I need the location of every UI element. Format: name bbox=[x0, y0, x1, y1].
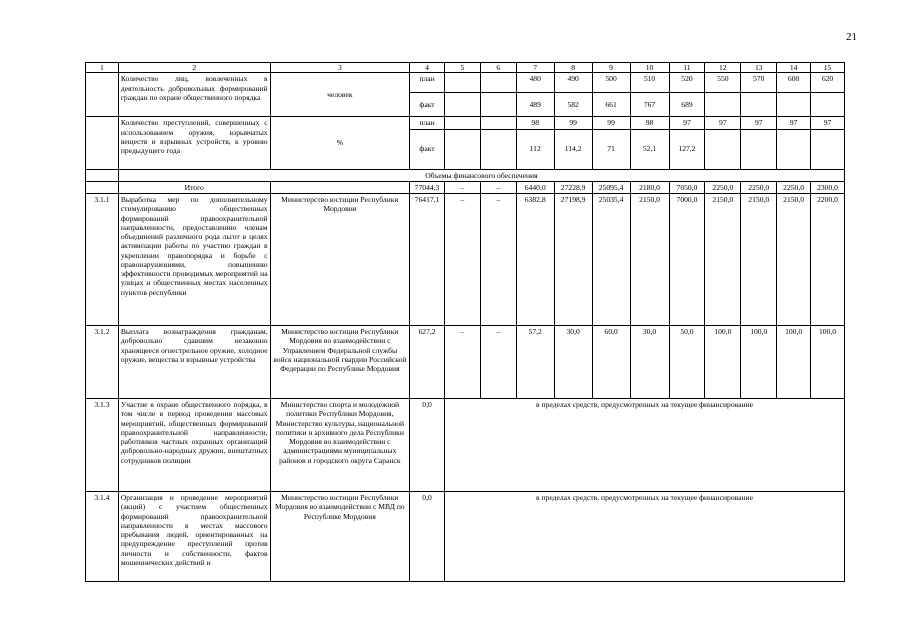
value-cell: 97 bbox=[777, 117, 811, 129]
value-cell: 600 bbox=[777, 73, 811, 93]
value-cell: 52,1 bbox=[630, 129, 669, 169]
program-table bbox=[85, 62, 845, 582]
header-cell: 12 bbox=[705, 63, 741, 73]
value-cell: 50,0 bbox=[669, 326, 705, 399]
value-cell: 27198,9 bbox=[554, 194, 592, 326]
funding-header-row bbox=[86, 169, 845, 181]
value-cell: 2300,0 bbox=[811, 181, 845, 193]
row-number: 3.1.4 bbox=[86, 492, 119, 582]
value-cell: 77044,3 bbox=[410, 181, 445, 193]
value-cell: 99 bbox=[592, 117, 630, 129]
value-cell: 99 bbox=[554, 117, 592, 129]
value-cell: 100,0 bbox=[777, 326, 811, 399]
header-cell: 9 bbox=[592, 63, 630, 73]
value-cell: 550 bbox=[705, 73, 741, 93]
value-cell: 0,0 bbox=[410, 492, 445, 582]
funding-note: в пределах средств, предусмотренных на текущее финансирование bbox=[444, 399, 844, 492]
header-cell: 2 bbox=[118, 63, 270, 73]
value-cell: – bbox=[480, 326, 516, 399]
header-cell: 1 bbox=[86, 63, 119, 73]
value-cell bbox=[705, 129, 741, 169]
header-cell: 3 bbox=[270, 63, 409, 73]
value-cell: 60,0 bbox=[592, 326, 630, 399]
row-number: 3.1.3 bbox=[86, 399, 119, 492]
value-cell: 6382,8 bbox=[516, 194, 554, 326]
value-cell: 100,0 bbox=[741, 326, 777, 399]
value-cell: 689 bbox=[669, 93, 705, 117]
indicator-1-unit: человек bbox=[270, 73, 409, 117]
header-cell: 7 bbox=[516, 63, 554, 73]
value-cell: – bbox=[444, 181, 480, 193]
value-cell: 2200,0 bbox=[811, 194, 845, 326]
value-cell: 7000,0 bbox=[669, 194, 705, 326]
header-cell: 4 bbox=[410, 63, 445, 73]
value-cell bbox=[705, 93, 741, 117]
value-cell: 114,2 bbox=[554, 129, 592, 169]
value-cell: 127,2 bbox=[669, 129, 705, 169]
header-cell: 6 bbox=[480, 63, 516, 73]
plan-label: план bbox=[410, 117, 445, 129]
value-cell: 30,0 bbox=[630, 326, 669, 399]
value-cell: 97 bbox=[705, 117, 741, 129]
indicator-2-text: Количество преступлений, совершенных с использованием оружия, взрывчатых веществ и взрывных устройств, к уровню предыдущего года bbox=[118, 117, 270, 169]
executor-text: Министерство юстиции Республики Мордовия во взаимодействии с Управлением Федеральной службы войск национальной гвардии Российской Федерации по Республике Мордовия bbox=[270, 326, 409, 399]
value-cell: – bbox=[444, 326, 480, 399]
value-cell: 480 bbox=[516, 73, 554, 93]
value-cell: 620 bbox=[811, 73, 845, 93]
value-cell: 71 bbox=[592, 129, 630, 169]
activity-text: Выработка мер по дополнительному стимулированию общественных формирований правоохранительной направленности, предоставлению членам объединений различного рода льгот в целях активизации работы по участию граждан в укреплении правопорядка и борьбе с правонарушениями, повышению эффективности проводимых мероприятий на улицах и общественных местах населенных пунктов республики bbox=[118, 194, 270, 326]
value-cell: 2250,0 bbox=[705, 181, 741, 193]
indicator-1-plan-row bbox=[86, 73, 845, 93]
value-cell: 661 bbox=[592, 93, 630, 117]
value-cell: 627,2 bbox=[410, 326, 445, 399]
table-row bbox=[86, 399, 845, 492]
header-cell: 8 bbox=[554, 63, 592, 73]
value-cell: 97 bbox=[741, 117, 777, 129]
value-cell: 490 bbox=[554, 73, 592, 93]
value-cell bbox=[777, 93, 811, 117]
header-cell: 11 bbox=[669, 63, 705, 73]
value-cell bbox=[811, 129, 845, 169]
value-cell: 30,0 bbox=[554, 326, 592, 399]
indicator-1-text: Количество лиц, вовлеченных в деятельность добровольных формирований граждан по охране общественного порядка bbox=[118, 73, 270, 117]
row-number: 3.1.2 bbox=[86, 326, 119, 399]
table-row bbox=[86, 194, 845, 326]
value-cell: 500 bbox=[592, 73, 630, 93]
value-cell: 98 bbox=[630, 117, 669, 129]
value-cell: 510 bbox=[630, 73, 669, 93]
value-cell: 100,0 bbox=[705, 326, 741, 399]
value-cell: – bbox=[444, 194, 480, 326]
value-cell: 6440,0 bbox=[516, 181, 554, 193]
value-cell bbox=[777, 129, 811, 169]
value-cell: 98 bbox=[516, 117, 554, 129]
value-cell bbox=[741, 93, 777, 117]
header-row bbox=[86, 63, 845, 73]
value-cell: 2250,0 bbox=[777, 181, 811, 193]
value-cell: – bbox=[480, 194, 516, 326]
value-cell: 2180,0 bbox=[630, 181, 669, 193]
activity-text: Выплата вознаграждения гражданам, добровольно сдавшим незаконно хранящееся огнестрельное оружие, холодное оружие, вещества и взрывные устройства bbox=[118, 326, 270, 399]
value-cell: 570 bbox=[741, 73, 777, 93]
activity-text: Организация и проведение мероприятий (акций) с участием общественных формирований правоохранительной направленности в местах массового пребывания людей, ориентированных на предупреждение преступлений против личности и собственности, фактов мошеннических действий и bbox=[118, 492, 270, 582]
value-cell: 489 bbox=[516, 93, 554, 117]
header-cell: 10 bbox=[630, 63, 669, 73]
executor-text: Министерство юстиции Республики Мордовия во взаимодействии с МВД по Республике Мордовия bbox=[270, 492, 409, 582]
total-row bbox=[86, 181, 845, 193]
executor-text: Министерство спорта и молодежной политики Республики Мордовия, Министерство культуры, национальной политики и архивного дела Республики Мордовия во взаимодействии с администрациями муниципальных районов и городского округа Саранск bbox=[270, 399, 409, 492]
value-cell: 25095,4 bbox=[592, 181, 630, 193]
value-cell: 0,0 bbox=[410, 399, 445, 492]
value-cell: 97 bbox=[811, 117, 845, 129]
value-cell: 7050,0 bbox=[669, 181, 705, 193]
value-cell: 25035,4 bbox=[592, 194, 630, 326]
funding-note: в пределах средств, предусмотренных на текущее финансирование bbox=[444, 492, 844, 582]
header-cell: 5 bbox=[444, 63, 480, 73]
header-cell: 15 bbox=[811, 63, 845, 73]
table-row bbox=[86, 326, 845, 399]
total-label: Итого bbox=[118, 181, 270, 193]
value-cell: 2150,0 bbox=[705, 194, 741, 326]
value-cell: 57,2 bbox=[516, 326, 554, 399]
page-number: 21 bbox=[846, 31, 857, 43]
executor-text: Министерство юстиции Республики Мордовия bbox=[270, 194, 409, 326]
indicator-2-plan-row bbox=[86, 117, 845, 129]
value-cell: – bbox=[480, 181, 516, 193]
funding-header: Объемы финансового обеспечения bbox=[118, 169, 844, 181]
value-cell: 100,0 bbox=[811, 326, 845, 399]
value-cell: 2150,0 bbox=[741, 194, 777, 326]
fact-label: факт bbox=[410, 93, 445, 117]
row-number: 3.1.1 bbox=[86, 194, 119, 326]
value-cell: 112 bbox=[516, 129, 554, 169]
plan-label: план bbox=[410, 73, 445, 93]
value-cell: 520 bbox=[669, 73, 705, 93]
value-cell bbox=[741, 129, 777, 169]
value-cell: 767 bbox=[630, 93, 669, 117]
value-cell: 2250,0 bbox=[741, 181, 777, 193]
value-cell: 76417,1 bbox=[410, 194, 445, 326]
table-row bbox=[86, 492, 845, 582]
value-cell: 2150,0 bbox=[630, 194, 669, 326]
value-cell bbox=[811, 93, 845, 117]
indicator-2-unit: % bbox=[270, 117, 409, 169]
value-cell: 97 bbox=[669, 117, 705, 129]
value-cell: 582 bbox=[554, 93, 592, 117]
fact-label: факт bbox=[410, 129, 445, 169]
header-cell: 13 bbox=[741, 63, 777, 73]
header-cell: 14 bbox=[777, 63, 811, 73]
value-cell: 27228,9 bbox=[554, 181, 592, 193]
value-cell: 2150,0 bbox=[777, 194, 811, 326]
activity-text: Участие в охране общественного порядка, в том числе в период проведения массовых мероприятий, общественных формирований правоохранительной направленности, работников частных охранных организаций добровольно-народных дружин, внештатных сотрудников полиции bbox=[118, 399, 270, 492]
